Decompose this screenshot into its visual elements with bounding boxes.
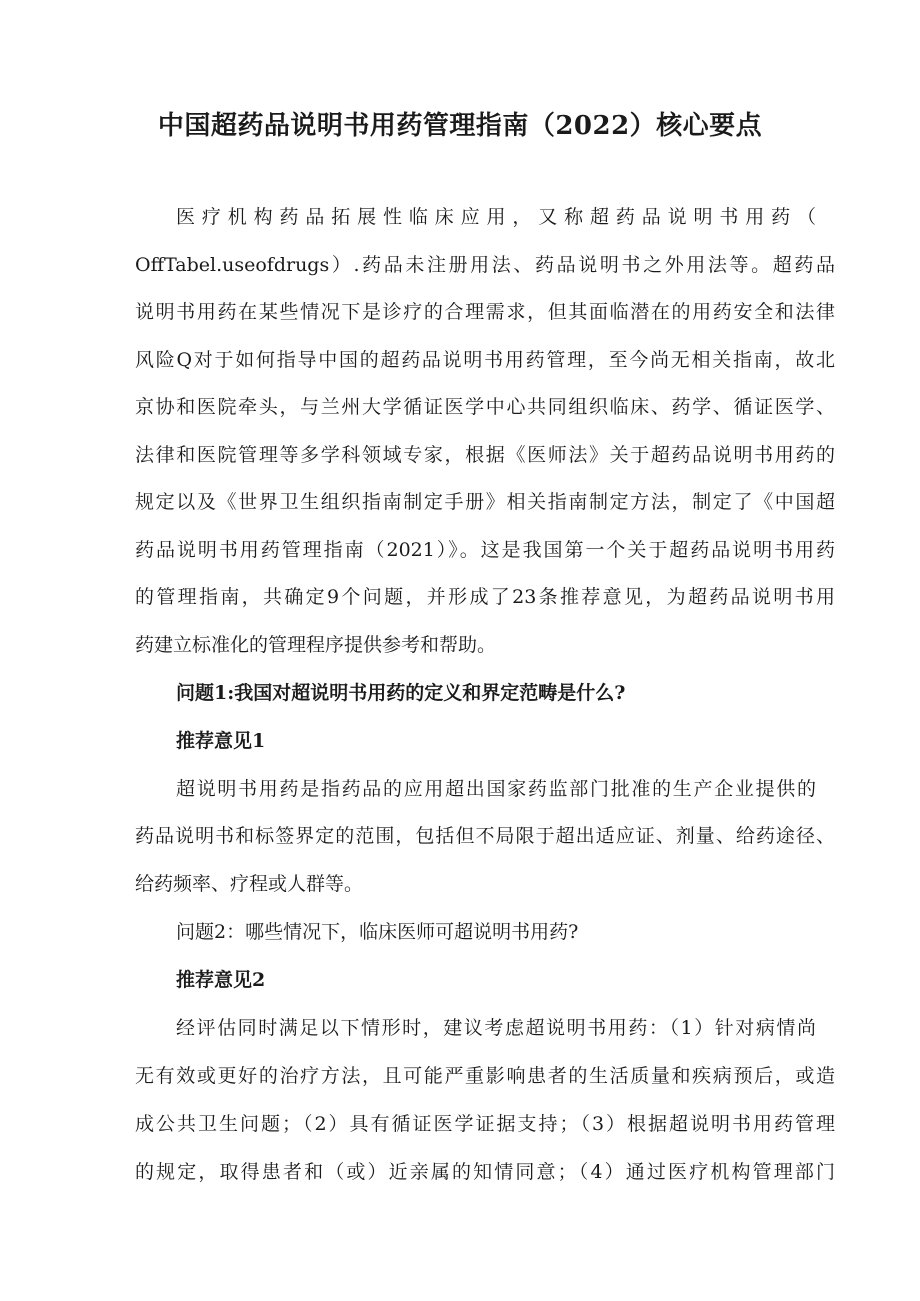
recommendation-2-line: 无有效或更好的治疗方法，且可能严重影响患者的生活质量和疾病预后，或造 [135,1065,835,1087]
recommendation-2-line: 的规定，取得患者和（或）近亲属的知情同意；（4）通过医疗机构管理部门 [135,1161,835,1183]
paragraph-1-line: 京协和医院牵头，与兰州大学循证医学中心共同组织临床、药学、循证医学、 [135,396,835,418]
recommendation-2-line: 经评估同时满足以下情形时，建议考虑超说明书用药：（1）针对病情尚 [176,1017,816,1039]
recommendation-1-heading: 推荐意见1 [176,730,266,752]
paragraph-1-line: 风险Q对于如何指导中国的超药品说明书用药管理，至今尚无相关指南，故北 [135,349,835,371]
recommendation-1-line: 超说明书用药是指药品的应用超出国家药监部门批准的生产企业提供的 [176,778,816,800]
question-2-heading: 问题2：哪些情况下，临床医师可超说明书用药? [176,921,579,943]
recommendation-1-line: 给药频率、疗程或人群等。 [135,873,364,895]
paragraph-1-line: OffTabel.useofdrugs）.药品未注册用法、药品说明书之外用法等。超药品 [135,254,835,276]
paragraph-1-line: 法律和医院管理等多学科领域专家，根据《医师法》关于超药品说明书用药的 [135,444,835,466]
paragraph-1-line: 的管理指南，共确定9个问题，并形成了23条推荐意见，为超药品说明书用 [135,586,835,608]
recommendation-1-line: 药品说明书和标签界定的范围，包括但不局限于超出适应证、剂量、给药途径、 [135,825,835,847]
recommendation-2-line: 成公共卫生问题；（2）具有循证医学证据支持；（3）根据超说明书用药管理 [135,1113,835,1135]
paragraph-1-line: 药建立标准化的管理程序提供参考和帮助。 [135,634,497,656]
paragraph-1-line: 规定以及《世界卫生组织指南制定手册》相关指南制定方法，制定了《中国超 [135,491,835,513]
paragraph-1-line: 说明书用药在某些情况下是诊疗的合理需求，但其面临潜在的用药安全和法律 [135,301,835,323]
paragraph-1-line: 医疗机构药品拓展性临床应用，又称超药品说明书用药（ [176,206,816,228]
paragraph-1-line: 药品说明书用药管理指南（2021）》。这是我国第一个关于超药品说明书用药 [135,539,835,561]
recommendation-2-heading: 推荐意见2 [176,969,266,991]
question-1-heading: 问题1:我国对超说明书用药的定义和界定范畴是什么? [176,682,626,704]
document-title: 中国超药品说明书用药管理指南（2022）核心要点 [157,111,763,141]
